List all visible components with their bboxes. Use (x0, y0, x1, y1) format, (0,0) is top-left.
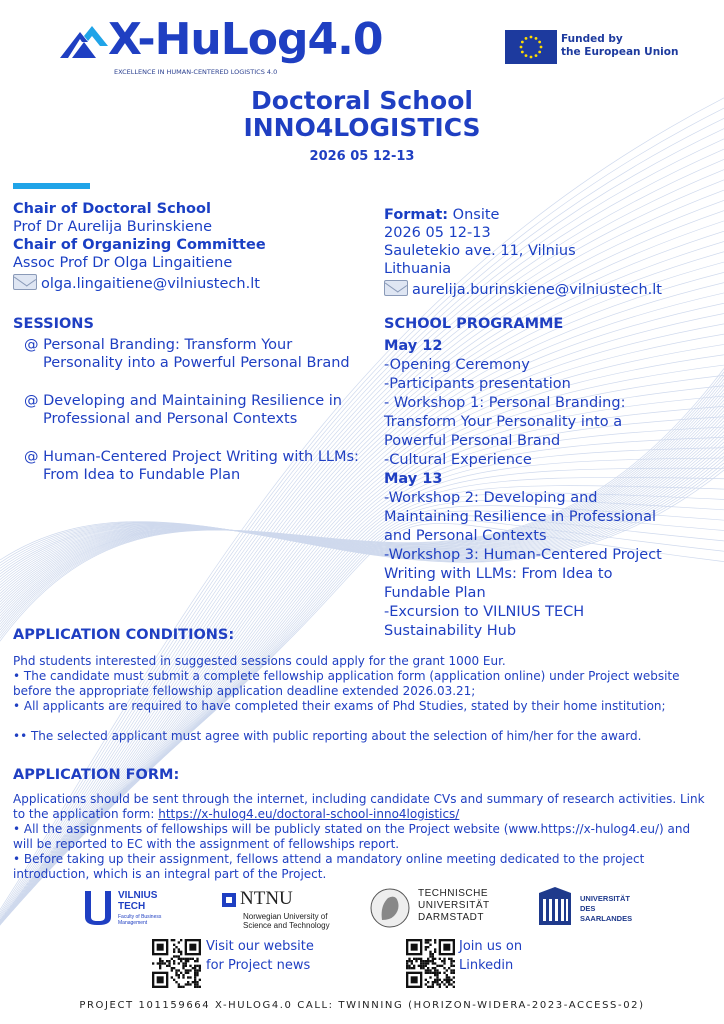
chair-name: Prof Dr Aurelija Burinskiene (13, 219, 213, 235)
eu-star-icon (535, 37, 538, 40)
eu-star-icon (525, 37, 528, 40)
ntnu-line2: Science and Technology (243, 921, 330, 930)
mail-icon (384, 280, 408, 296)
tud-line1: TECHNISCHE (418, 888, 489, 899)
website-qr-code[interactable] (152, 939, 201, 988)
eu-star-icon (540, 46, 543, 49)
programme-line: and Personal Contexts (384, 528, 547, 544)
ntnu-logo-icon (222, 893, 236, 907)
tu-darmstadt-label (418, 888, 490, 924)
linkedin-qr-line1: Join us on (459, 939, 523, 954)
tud-line2: UNIVERSITÄT (418, 900, 490, 911)
linkedin-qr-line2: Linkedin (459, 958, 514, 973)
website-qr-line2: for Project news (206, 958, 311, 973)
page-title-line1: Doctoral School (251, 86, 473, 115)
eu-star-icon (520, 46, 523, 49)
session-item: @ Developing and Maintaining Resilience in Professional and Personal Contexts (24, 393, 342, 427)
programme-line: -Excursion to VILNIUS TECH (384, 604, 585, 620)
format-address-line2: Lithuania (384, 261, 452, 277)
programme-line: -Workshop 3: Human-Centered Project (384, 547, 662, 563)
application-conditions-heading: APPLICATION CONDITIONS: (13, 627, 235, 643)
ntnu-line1: Norwegian University of (243, 912, 328, 921)
chair-heading: Chair of Doctoral School (13, 201, 211, 217)
ntnu-label: NTNU (240, 888, 293, 909)
accent-bar (13, 183, 90, 189)
application-form-bullet: • Before taking up their assignment, fellows attend a mandatory online meeting dedicated to the project introduction, which is an integral part of the Project. (13, 852, 645, 881)
tud-line3: DARMSTADT (418, 912, 484, 923)
eu-star-icon (525, 54, 528, 57)
logo-tagline: EXCELLENCE IN HUMAN-CENTERED LOGISTICS 4.0 (114, 68, 278, 76)
saarland-university-label (580, 894, 632, 924)
programme-line: Writing with LLMs: From Idea to (384, 566, 613, 582)
programme-heading: SCHOOL PROGRAMME (384, 316, 564, 332)
eu-star-icon (521, 41, 524, 44)
format-contact-email-link[interactable]: aurelija.burinskiene@vilniustech.lt (412, 282, 662, 298)
tu-darmstadt-athena-icon (370, 886, 410, 930)
eu-star-icon (530, 56, 533, 59)
programme-line: - Workshop 1: Personal Branding: (384, 395, 626, 411)
programme-line: -Opening Ceremony (384, 357, 530, 373)
programme-line: Fundable Plan (384, 585, 486, 601)
website-qr-line1: Visit our website (206, 939, 314, 954)
format-block (384, 206, 719, 299)
format-value: Onsite (452, 207, 500, 223)
eu-funding-label (561, 33, 678, 59)
linkedin-qr-label (459, 937, 522, 975)
format-date: 2026 05 12-13 (384, 225, 491, 241)
linkedin-qr-code[interactable] (406, 939, 455, 988)
programme-line: -Workshop 2: Developing and (384, 490, 598, 506)
vilnius-tech-line2: TECH (118, 901, 146, 912)
page-title-line2: INNO4LOGISTICS (243, 113, 481, 142)
application-form-link[interactable]: https://x-hulog4.eu/doctoral-school-inno4logistics/ (158, 807, 460, 821)
vilnius-tech-line3: Faculty of Business (118, 914, 162, 920)
session-item: @ Human-Centered Project Writing with LLMs: From Idea to Fundable Plan (24, 449, 359, 483)
ntnu-fullname (243, 912, 330, 930)
logo-chevron-icon (58, 24, 110, 60)
programme-line: Transform Your Personality into a (384, 414, 623, 430)
conditions-paragraph: Phd students interested in suggested sessions could apply for the grant 1000 Eur. (13, 654, 506, 668)
saarland-university-logo-icon (537, 887, 573, 927)
programme-day1: May 12 (384, 338, 443, 354)
programme-line: -Cultural Experience (384, 452, 532, 468)
project-logo-text: X-HuLog4.0 (108, 14, 383, 65)
mail-icon (13, 274, 37, 290)
footer-project-info: PROJECT 101159664 X-HULOG4.0 CALL: TWINNING (HORIZON-WIDERA-2023-ACCESS-02) (79, 1000, 645, 1011)
uds-line1: UNIVERSITÄT (580, 894, 631, 903)
website-qr-label (206, 937, 314, 975)
application-form-intro-text: Applications should be sent through the internet, including candidate CVs and summary of research activities. Link to the application form: (13, 792, 705, 821)
eu-funding-line1: Funded by (561, 33, 623, 45)
session-item: @ Personal Branding: Transform Your Personality into a Powerful Personal Brand (24, 337, 350, 371)
application-form-intro (13, 792, 713, 822)
eu-star-icon (530, 36, 533, 39)
eu-flag-icon (505, 30, 557, 64)
committee-name: Assoc Prof Dr Olga Lingaitiene (13, 255, 233, 271)
eu-funding-line2: the European Union (561, 46, 679, 58)
format-address-line1: Sauletekio ave. 11, Vilnius (384, 243, 576, 259)
programme-line: -Participants presentation (384, 376, 571, 392)
conditions-paragraph: • All applicants are required to have completed their exams of Phd Studies, stated by their home institution; (13, 699, 666, 713)
programme-line: Sustainability Hub (384, 623, 517, 639)
conditions-paragraph: •• The selected applicant must agree with public reporting about the selection of him/her for the award. (13, 729, 642, 743)
organizers-block (13, 200, 373, 293)
event-date: 2026 05 12-13 (309, 149, 415, 164)
vilnius-tech-label (118, 890, 161, 926)
eu-star-icon (535, 54, 538, 57)
eu-star-icon (538, 51, 541, 54)
vilnius-tech-line4: Management (118, 920, 148, 926)
eu-star-icon (521, 51, 524, 54)
application-form-bullet: • All the assignments of fellowships will be publicly stated on the Project website (www.https://x-hulog4.eu/) and will be reported to EC with the assignment of fellowships report. (13, 822, 691, 851)
vilnius-tech-logo-icon (83, 889, 113, 927)
contact-row (13, 274, 373, 293)
committee-heading: Chair of Organizing Committee (13, 237, 266, 253)
eu-star-icon (538, 41, 541, 44)
conditions-paragraph: • The candidate must submit a complete fellowship application form (application online) under Project website before the appropriate fellowship application deadline extended 2026.03.21; (13, 669, 680, 698)
contact-email-link[interactable]: olga.lingaitiene@vilniustech.lt (41, 276, 260, 292)
vilnius-tech-line1: VILNIUS (118, 890, 158, 901)
uds-line3: SAARLANDES (580, 914, 633, 923)
application-form-heading: APPLICATION FORM: (13, 767, 180, 783)
programme-line: Powerful Personal Brand (384, 433, 561, 449)
format-contact-row (384, 280, 719, 299)
sessions-heading: SESSIONS (13, 316, 94, 332)
programme-line: Maintaining Resilience in Professional (384, 509, 657, 525)
programme-day2: May 13 (384, 471, 443, 487)
uds-line2: DES (580, 904, 596, 913)
format-label: Format: (384, 207, 449, 223)
